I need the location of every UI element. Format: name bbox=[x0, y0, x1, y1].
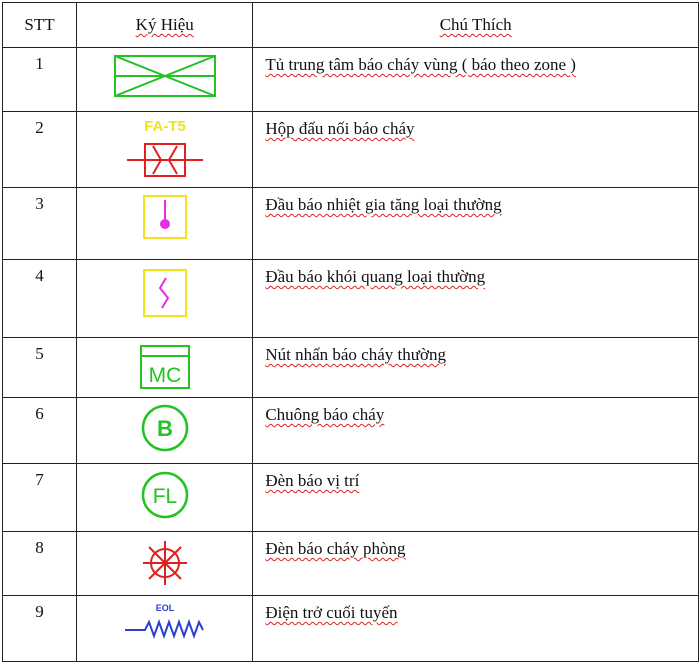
row-number: 6 bbox=[3, 398, 77, 464]
fire-bell-icon bbox=[139, 402, 191, 454]
table-row bbox=[3, 260, 699, 338]
junction-box-label: FA-T5 bbox=[143, 118, 186, 135]
row-number: 1 bbox=[3, 48, 77, 112]
header-stt: STT bbox=[3, 3, 77, 48]
row-number: 9 bbox=[3, 596, 77, 662]
header-note: Chú Thích bbox=[253, 3, 699, 48]
heat-detector-icon bbox=[140, 192, 190, 244]
table-row bbox=[3, 112, 699, 188]
table-row bbox=[3, 338, 699, 398]
row-number: 2 bbox=[3, 112, 77, 188]
row-description: Hộp đấu nối báo cháy bbox=[265, 119, 415, 138]
symbol-legend-table bbox=[2, 2, 699, 662]
fire-alarm-zone-panel-icon bbox=[113, 52, 217, 100]
row-description: Điện trở cuối tuyến bbox=[265, 603, 398, 622]
row-number: 3 bbox=[3, 188, 77, 260]
row-number: 4 bbox=[3, 260, 77, 338]
manual-call-point-icon bbox=[137, 342, 193, 392]
row-description: Đèn báo vị trí bbox=[265, 471, 360, 490]
location-lamp-icon bbox=[138, 468, 192, 522]
manual-call-point-label: MC bbox=[148, 364, 182, 387]
row-number: 7 bbox=[3, 464, 77, 532]
smoke-detector-icon bbox=[140, 264, 190, 320]
header-symbol: Ký Hiệu bbox=[77, 3, 253, 48]
location-lamp-label: FL bbox=[152, 485, 177, 508]
row-description: Đèn báo cháy phòng bbox=[265, 539, 406, 558]
row-description: Nút nhấn báo cháy thường bbox=[265, 345, 446, 364]
table-row bbox=[3, 188, 699, 260]
row-description: Tủ trung tâm báo cháy vùng ( báo theo zone ) bbox=[265, 55, 576, 74]
table-row bbox=[3, 398, 699, 464]
row-description: Đầu báo nhiệt gia tăng loại thường bbox=[265, 195, 502, 214]
table-header-row bbox=[3, 3, 699, 48]
row-description: Đầu báo khói quang loại thường bbox=[265, 267, 486, 286]
fire-bell-label: B bbox=[156, 416, 173, 441]
eol-label: EOL bbox=[155, 603, 174, 613]
end-of-line-resistor-icon bbox=[123, 600, 207, 640]
table-row bbox=[3, 48, 699, 112]
row-number: 8 bbox=[3, 532, 77, 596]
room-alarm-lamp-icon bbox=[138, 536, 192, 590]
table-row bbox=[3, 532, 699, 596]
table-row bbox=[3, 596, 699, 662]
junction-box-icon bbox=[125, 116, 205, 182]
row-description: Chuông báo cháy bbox=[265, 405, 385, 424]
row-number: 5 bbox=[3, 338, 77, 398]
table-row bbox=[3, 464, 699, 532]
